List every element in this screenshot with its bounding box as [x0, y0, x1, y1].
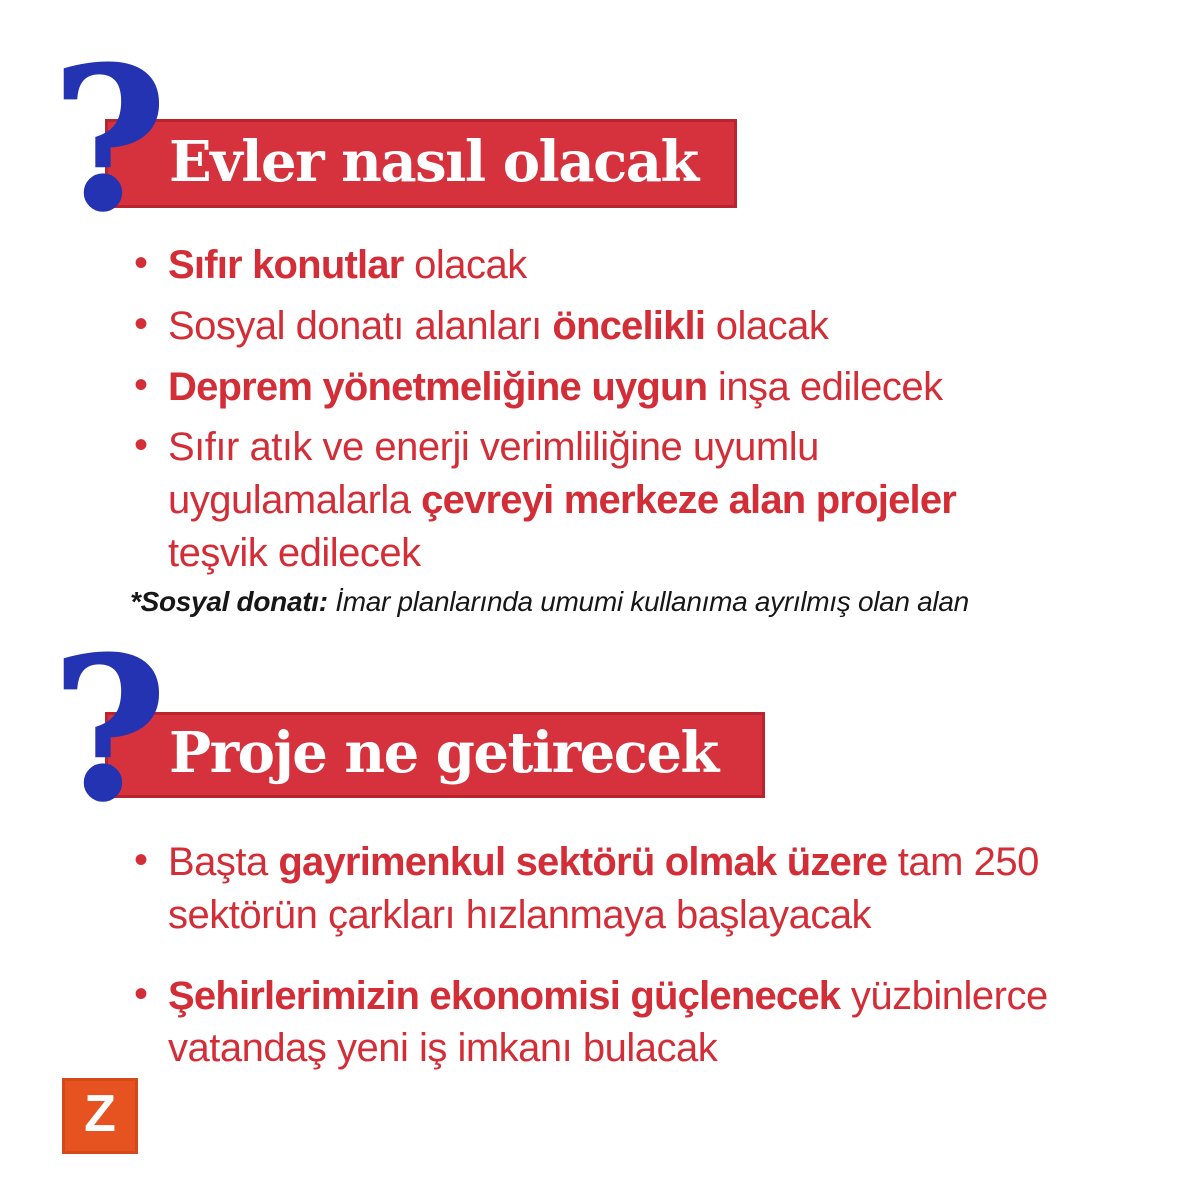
list-item-text: Şehirlerimizin ekonomisi güçlenecek yüzbinlerce vatandaş yeni iş imkanı bulacak: [168, 973, 1048, 1071]
z-logo: [62, 1078, 138, 1154]
list-item-text: Başta gayrimenkul sektörü olmak üzere tam 250 sektörün çarkları hızlanmaya başlayacak: [168, 840, 1039, 937]
question-mark-icon: ?: [52, 25, 167, 255]
list-item: [134, 836, 1064, 942]
list-item: [134, 970, 1064, 1076]
list-item-text: Deprem yönetmeliğine uygun inşa edilecek: [168, 364, 943, 409]
section-title: Evler nasıl olacak: [169, 128, 698, 195]
z-logo-letter: Z: [84, 1085, 116, 1143]
list-item-text: Sıfır konutlar olacak: [168, 243, 527, 287]
question-mark-icon: ?: [52, 615, 167, 845]
list-item: [134, 300, 1034, 353]
list-item-text: Sosyal donatı alanları öncelikli olacak: [168, 303, 829, 348]
section-banner-evler: [105, 119, 737, 208]
list-item: [134, 421, 1034, 579]
bullet-list-evler: [134, 239, 1034, 588]
section-banner-proje: [105, 712, 765, 798]
bullet-list-proje: [134, 836, 1064, 1103]
list-item: [134, 361, 1034, 414]
section-title: Proje ne getirecek: [169, 720, 718, 786]
list-item: [134, 239, 1034, 292]
list-item-text: Sıfır atık ve enerji verimliliğine uyumlu uygulamalarla çevreyi merkeze alan projeler teşvik edilecek: [168, 425, 957, 575]
footnote: *Sosyal donatı: İmar planlarında umumi kullanıma ayrılmış olan alan: [130, 586, 969, 617]
